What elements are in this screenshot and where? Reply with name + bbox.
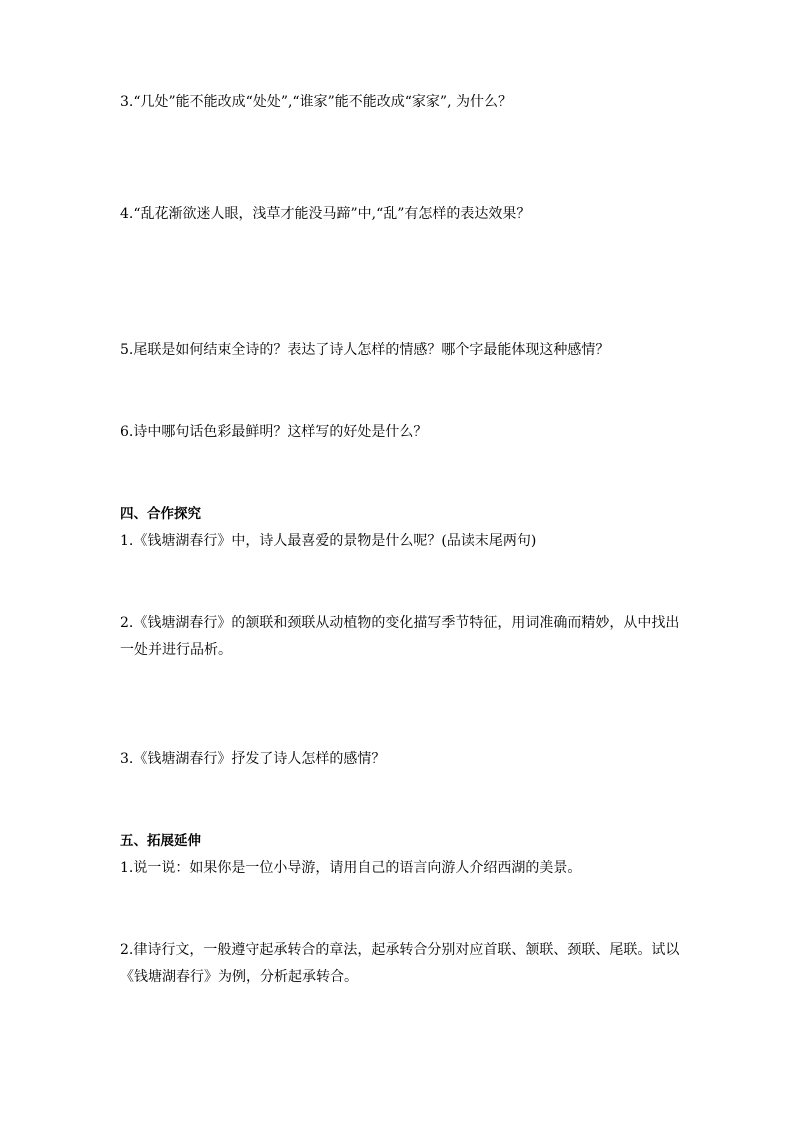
question-5-final-couplet: 5.尾联是如何结束全诗的？表达了诗人怎样的情感？哪个字最能体现这种感情？ [120,342,610,358]
section-5-question-2-line-2: 《钱塘湖春行》为例，分析起承转合。 [120,969,358,985]
section-4-heading: 四、合作探究 [120,506,201,522]
question-4-luan-effect: 4.“乱花渐欲迷人眼，浅草才能没马蹄”中,“乱”有怎样的表达效果？ [120,206,531,222]
section-4-question-1: 1.《钱塘湖春行》中，诗人最喜爱的景物是什么呢？(品读末尾两句) [120,533,537,549]
question-3-why-change: 3.“几处”能不能改成“处处”,“谁家”能不能改成“家家”, 为什么？ [120,94,512,110]
question-6-color-line: 6.诗中哪句话色彩最鲜明？这样写的好处是什么？ [120,424,428,440]
section-4-question-3: 3.《钱塘湖春行》抒发了诗人怎样的感情？ [120,751,386,767]
section-4-question-2-line-2: 一处并进行品析。 [120,642,232,658]
section-5-question-1: 1.说一说：如果你是一位小导游，请用自己的语言向游人介绍西湖的美景。 [120,860,582,876]
section-5-heading: 五、拓展延伸 [120,833,201,849]
section-5-question-2-line-1: 2.律诗行文，一般遵守起承转合的章法，起承转合分别对应首联、颔联、颈联、尾联。试以 [120,942,680,958]
section-4-question-2-line-1: 2.《钱塘湖春行》的颔联和颈联从动植物的变化描写季节特征，用词准确而精妙，从中找出 [120,615,680,631]
